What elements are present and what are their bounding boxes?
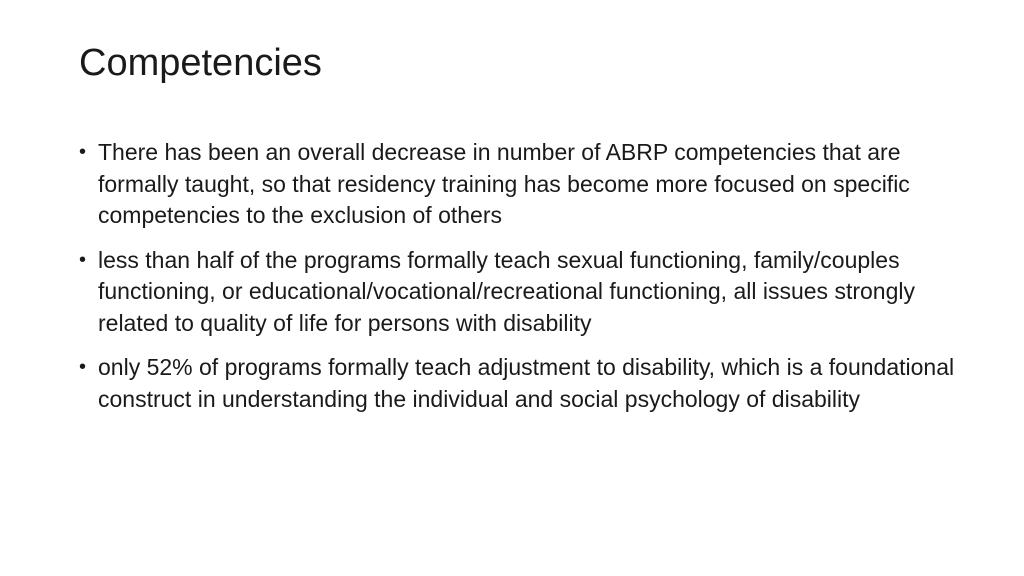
bullet-item — [79, 245, 959, 340]
bullet-dot-icon: • — [79, 141, 87, 163]
bullet-dot-icon: • — [79, 356, 87, 378]
bullet-text: There has been an overall decrease in number of ABRP competencies that are formally taught, so that residency training has become more focused on specific competencies to the exclusion of others — [98, 139, 910, 228]
bullet-text: only 52% of programs formally teach adjustment to disability, which is a foundational construct in understanding the individual and social psychology of disability — [98, 354, 955, 412]
bullet-dot-icon: • — [79, 248, 87, 271]
bullet-item — [79, 137, 959, 232]
slide-title: Competencies — [79, 42, 322, 84]
bullet-text: less than half of the programs formally teach sexual functioning, family/couples functioning, or educational/vocational/recreational functioning, all issues strongly related to quality of life for persons with disability — [98, 246, 915, 336]
bullet-list — [79, 137, 959, 428]
bullet-item — [79, 352, 959, 415]
